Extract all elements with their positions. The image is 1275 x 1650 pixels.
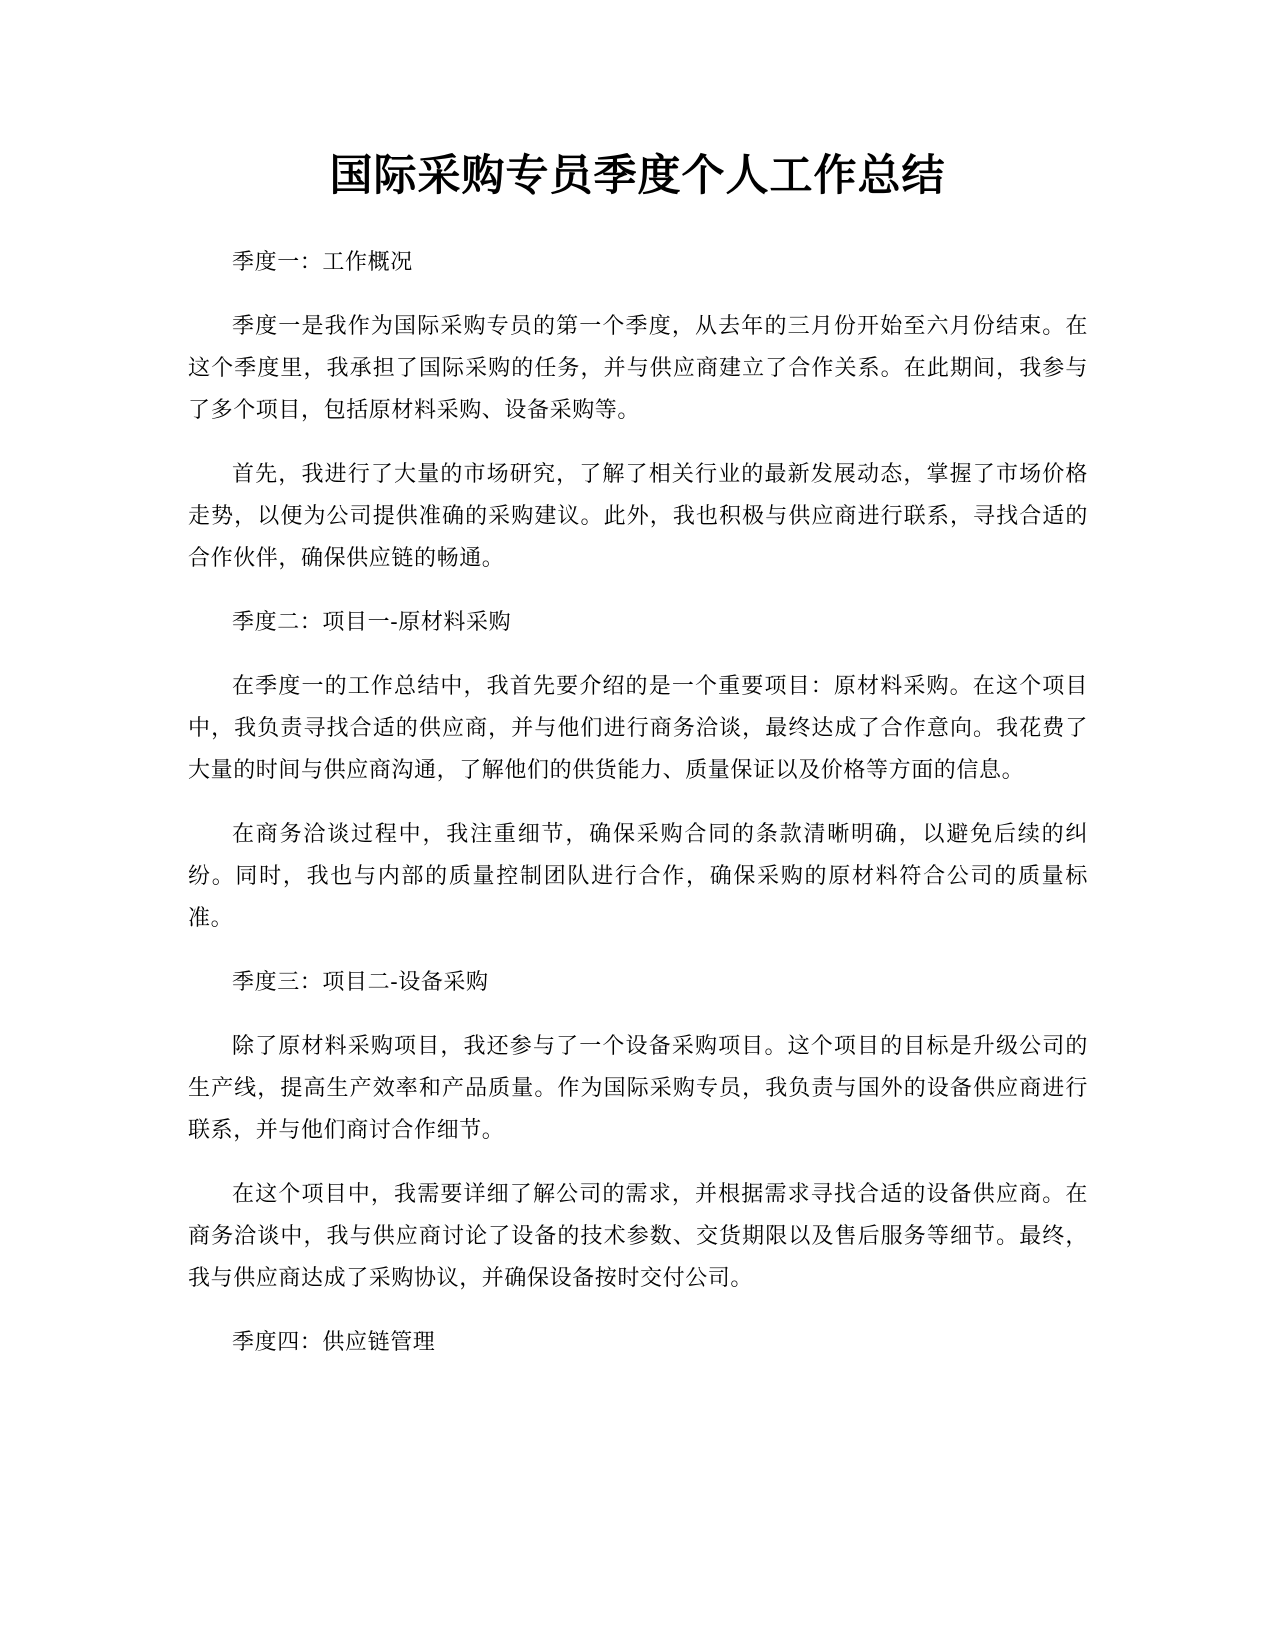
paragraph: 除了原材料采购项目，我还参与了一个设备采购项目。这个项目的目标是升级公司的生产线，提高生产效率和产品质量。作为国际采购专员，我负责与国外的设备供应商进行联系，并与他们商讨合作细节。 xyxy=(188,1034,1088,1143)
paragraph: 季度一是我作为国际采购专员的第一个季度，从去年的三月份开始至六月份结束。在这个季度里，我承担了国际采购的任务，并与供应商建立了合作关系。在此期间，我参与了多个项目，包括原材料采购、设备采购等。 xyxy=(188,314,1088,423)
document-body xyxy=(188,242,1088,1386)
section-heading-q3: 季度三：项目二-设备采购 xyxy=(232,970,489,995)
paragraph: 在商务洽谈过程中，我注重细节，确保采购合同的条款清晰明确，以避免后续的纠纷。同时，我也与内部的质量控制团队进行合作，确保采购的原材料符合公司的质量标准。 xyxy=(188,822,1088,931)
paragraph: 在这个项目中，我需要详细了解公司的需求，并根据需求寻找合适的设备供应商。在商务洽谈中，我与供应商讨论了设备的技术参数、交货期限以及售后服务等细节。最终，我与供应商达成了采购协议，并确保设备按时交付公司。 xyxy=(188,1182,1088,1291)
section-heading-q2: 季度二：项目一-原材料采购 xyxy=(232,610,512,635)
section-heading-q4: 季度四：供应链管理 xyxy=(232,1330,436,1355)
paragraph: 在季度一的工作总结中，我首先要介绍的是一个重要项目：原材料采购。在这个项目中，我负责寻找合适的供应商，并与他们进行商务洽谈，最终达成了合作意向。我花费了大量的时间与供应商沟通，了解他们的供货能力、质量保证以及价格等方面的信息。 xyxy=(188,674,1088,783)
document-title: 国际采购专员季度个人工作总结 xyxy=(329,151,946,201)
paragraph: 首先，我进行了大量的市场研究，了解了相关行业的最新发展动态，掌握了市场价格走势，以便为公司提供准确的采购建议。此外，我也积极与供应商进行联系，寻找合适的合作伙伴，确保供应链的畅通。 xyxy=(188,462,1088,571)
section-heading-q1: 季度一：工作概况 xyxy=(232,250,413,275)
